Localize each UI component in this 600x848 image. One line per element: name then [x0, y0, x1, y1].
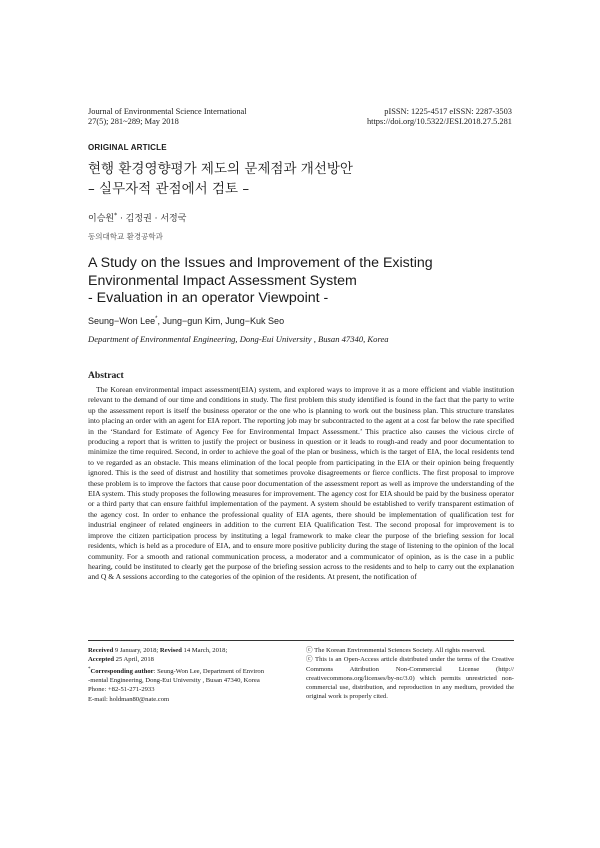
abstract-heading: Abstract: [88, 370, 124, 381]
doi-link[interactable]: https://doi.org/10.5322/JESI.2018.27.5.281: [366, 117, 512, 126]
journal-name: Journal of Environmental Science International: [88, 107, 247, 116]
english-title-line2: Environmental Impact Assessment System: [88, 272, 357, 289]
english-title-line1: A Study on the Issues and Improvement of the Existing: [88, 255, 433, 271]
copyright-notice: ⓒ The Korean Environmental Sciences Society. All rights reserved.: [306, 647, 486, 654]
received-revised-line: [88, 646, 298, 655]
corresponding-info: : Seung-Won Lee, Department of Environ: [153, 667, 265, 675]
corresponding-info-cont: -mental Engineering, Dong-Eui University , Busan 47340, Korea: [88, 677, 260, 685]
received-label: Received: [88, 647, 114, 654]
korean-title-line2: – 실무자적 관점에서 검토 –: [88, 181, 250, 197]
korean-author1: 이승원: [88, 214, 115, 224]
corresponding-mark: *: [114, 212, 118, 219]
english-title-line3: - Evaluation in an operator Viewpoint -: [88, 290, 329, 306]
journal-header-left: [88, 107, 247, 127]
english-title: [88, 255, 433, 308]
english-authors: [88, 316, 284, 326]
journal-volume: 27(5); 281~289; May 2018: [88, 117, 179, 126]
korean-title-line1: 현행 환경영향평가 제도의 문제점과 개선방안: [88, 161, 353, 177]
revised-label: Revised: [159, 647, 182, 654]
english-other-authors: , Jung−gun Kim, Jung−Kuk Seo: [157, 316, 285, 326]
footnote-divider: [88, 640, 514, 641]
journal-header-right: [367, 107, 512, 127]
license-notice: ⓒ This is an Open-Access article distributed under the terms of the Creative Commons Attribution Non-Commercial License (http:// creativecommons.org/licenses/by-nc/3.0) which permits unrestricted non-commercial use, distribution, and reproduction in any medium, provided the original work is properly cited.: [306, 656, 514, 701]
abstract-body: The Korean environmental impact assessment(EIA) system, and explored ways to improve it as a more efficient and viable institution relevant to the demand of our time and conditions in study. The first problem this study identified is found in the fact that the party to write up the assessment report is itself the business operator or the one who is planning to work out the business plan. This structure translates into placing an order with an agent for EIA report. The reporting job may br subcontracted to the agent at a cost far below the rate specified in the ‘Standard for Estimate of Agency Fee for Environmental Impact Assessment.’ This practice also causes the vicious circle of producing a report that is written to justify the project or business in question or it leads to rough-and ready and poor documentation to minimize the time required. Second, in order to achieve the goal of the plan or business, which is the target of EIA, the local residents tend to ve regarded as an obstacle. This means elimination of the local people from participating in the EIA or their opinion being frequently ignored. This is the seed of distrust and hostility that sometimes provoke disagreements or fierce conflicts. The first proposal to improve these problem is to improve the factors that cause poor documentation of the assessment report as well as improve the understanding of the EIA system. This study proposes the following measures for improvement. The agency cost for EIA should be paid by the business operator or a third party that can ensure faithful implementation of the payment. A system should be established to verify transparent estimation of the agency cost. In order to enhance the professional quality of EIA agents, there should be implementation of qualification test for industrial engineer of related engineers in addition to the current EIA Qualification Test. The second proposal for improvement is to improve the citizen participation process by instituting a legal framework to make clear the purpose of the briefing session for local residents, which is held as a procedure of EIA, and to ensure more positive publicity during the stage of listening to the opinion of the local community. For a smooth and rational communication process, a moderator and a communicator of opinion, as is the case in a public hearing, could be instituted to clearly get the purpose of the briefing session across to the residents and to help to carry out the explanation and Q & A sessions according to the categories of the opinion of the residents. At present, the notification of: [88, 385, 514, 582]
english-author1: Seung−Won Lee: [88, 316, 156, 326]
article-type-label: ORIGINAL ARTICLE: [88, 143, 167, 152]
received-date: 9 January, 2018;: [113, 647, 160, 654]
footnote-copyright: [306, 646, 514, 702]
korean-affiliation: 동의대학교 환경공학과: [88, 232, 163, 241]
revised-date: 14 March, 2018;: [181, 647, 228, 654]
phone: Phone: +82-51-271-2933: [88, 686, 155, 694]
email[interactable]: E-mail: holdman80@nate.com: [88, 695, 170, 703]
corresponding-line: [88, 665, 298, 676]
korean-authors: [88, 211, 186, 224]
accepted-date: 25 April, 2018: [114, 656, 154, 664]
accepted-line: [88, 655, 298, 664]
corresponding-star: *: [88, 666, 91, 672]
corresponding-label: Corresponding author: [90, 667, 154, 675]
korean-title: [88, 159, 353, 199]
footnote-dates-and-author: [88, 646, 298, 704]
issn: pISSN: 1225-4517 eISSN: 2287-3503: [384, 107, 512, 116]
accepted-label: Accepted: [88, 656, 114, 664]
english-affiliation: Department of Environmental Engineering, Dong-Eui University , Busan 47340, Korea: [88, 334, 389, 344]
english-corresponding-mark: *: [155, 316, 158, 322]
korean-other-authors: · 김정권 · 서정국: [117, 214, 187, 224]
